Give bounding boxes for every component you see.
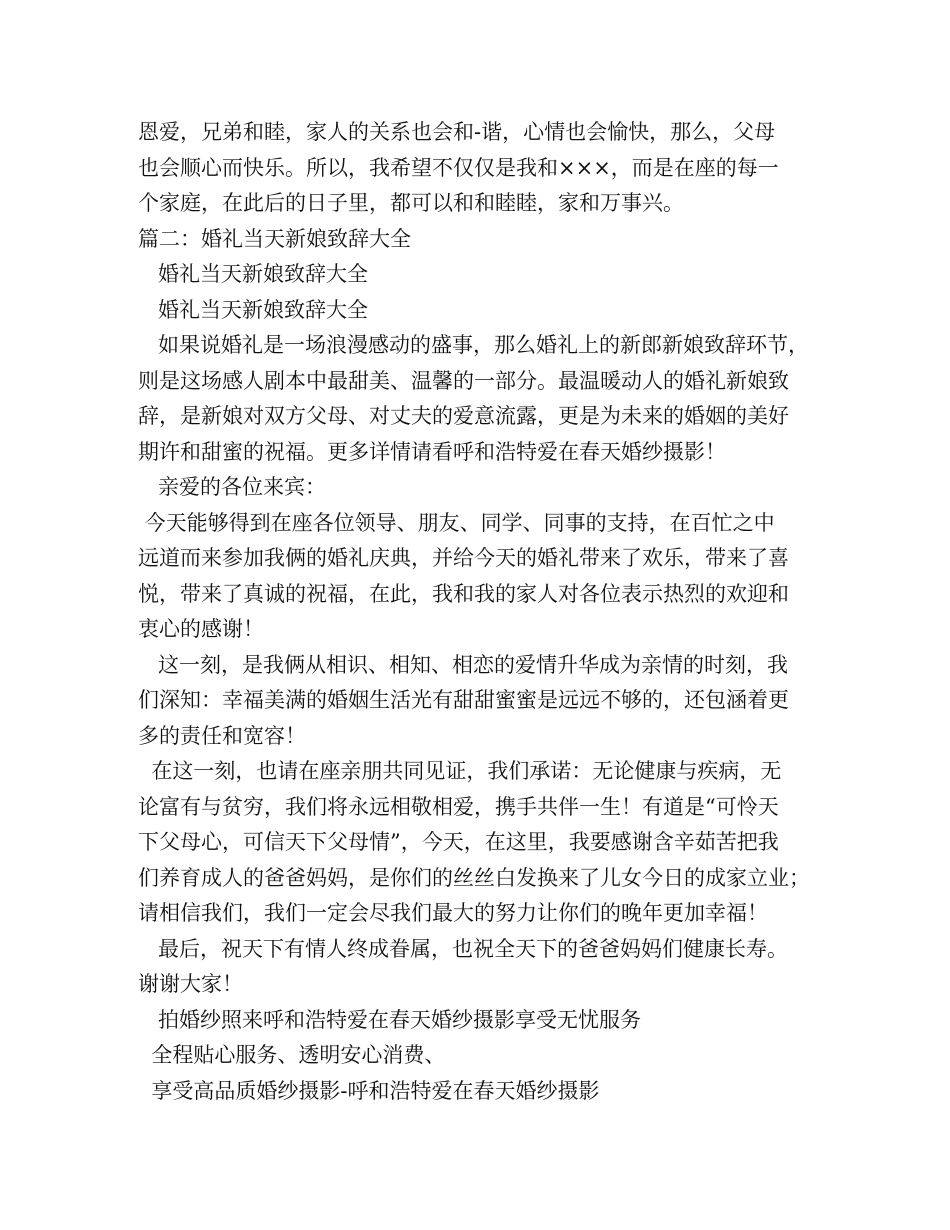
text-line: 今天能够得到在座各位领导、朋友、同学、同事的支持，在百忙之中 [138,510,775,535]
text-line: 论富有与贫穷，我们将永远相敬相爱，携手共伴一生！有道是“可怜天 [138,794,779,819]
article-title: 婚礼当天新娘致辞大全 [138,262,369,286]
text-line: 拍婚纱照来呼和浩特爱在春天婚纱摄影享受无忧服务 [138,1007,642,1032]
section-heading: 篇二：婚礼当天新娘致辞大全 [138,226,411,251]
salutation: 亲爱的各位来宾： [138,475,327,499]
text-line: 享受高品质婚纱摄影-呼和浩特爱在春天婚纱摄影 [138,1078,600,1103]
text-line: 多的责任和宽容！ [138,723,306,748]
text-line: 请相信我们，我们一定会尽我们最大的努力让你们的晚年更加幸福！ [138,901,768,925]
text-line: 期许和甜蜜的祝福。更多详情请看呼和浩特爱在春天婚纱摄影！ [138,439,726,464]
text-line: 个家庭，在此后的日子里，都可以和和睦睦，家和万事兴。 [138,191,684,215]
text-line: 谢谢大家！ [138,972,243,996]
text-line: 最后，祝天下有情人终成眷属，也祝全天下的爸爸妈妈们健康长寿。 [138,936,789,961]
text-line: 恩爱，兄弟和睦，家人的关系也会和-谐，心情也会愉快，那么，父母 [138,120,776,144]
text-line: 们深知：幸福美满的婚姻生活光有甜甜蜜蜜是远远不够的，还包涵着更 [138,688,789,712]
text-line: 悦，带来了真诚的祝福，在此，我和我的家人对各位表示热烈的欢迎和 [138,581,789,606]
text-line: 们养育成人的爸爸妈妈，是你们的丝丝白发换来了儿女今日的成家立业； [138,865,810,890]
text-line: 也会顺心而快乐。所以，我希望不仅仅是我和×××，而是在座的每一 [138,155,779,180]
text-line: 在这一刻，也请在座亲朋共同见证，我们承诺：无论健康与疾病，无 [138,759,782,783]
text-line: 如果说婚礼是一场浪漫感动的盛事，那么婚礼上的新郎新娘致辞环节， [138,333,810,357]
text-line: 这一刻，是我俩从相识、相知、相恋的爱情升华成为亲情的时刻，我 [138,652,789,677]
text-line: 辞，是新娘对双方父母、对丈夫的爱意流露，更是为未来的婚姻的美好 [138,404,789,428]
text-line: 远道而来参加我俩的婚礼庆典，并给今天的婚礼带来了欢乐，带来了喜 [138,546,789,570]
text-line: 则是这场感人剧本中最甜美、温馨的一部分。最温暖动人的婚礼新娘致 [138,368,789,393]
text-line: 全程贴心服务、透明安心消费、 [138,1043,446,1067]
article-title: 婚礼当天新娘致辞大全 [138,297,369,322]
text-line: 衷心的感谢！ [138,617,264,641]
document-body [138,115,828,1109]
text-line: 下父母心，可信天下父母情”，今天，在这里，我要感谢含辛茹苦把我 [138,830,779,854]
